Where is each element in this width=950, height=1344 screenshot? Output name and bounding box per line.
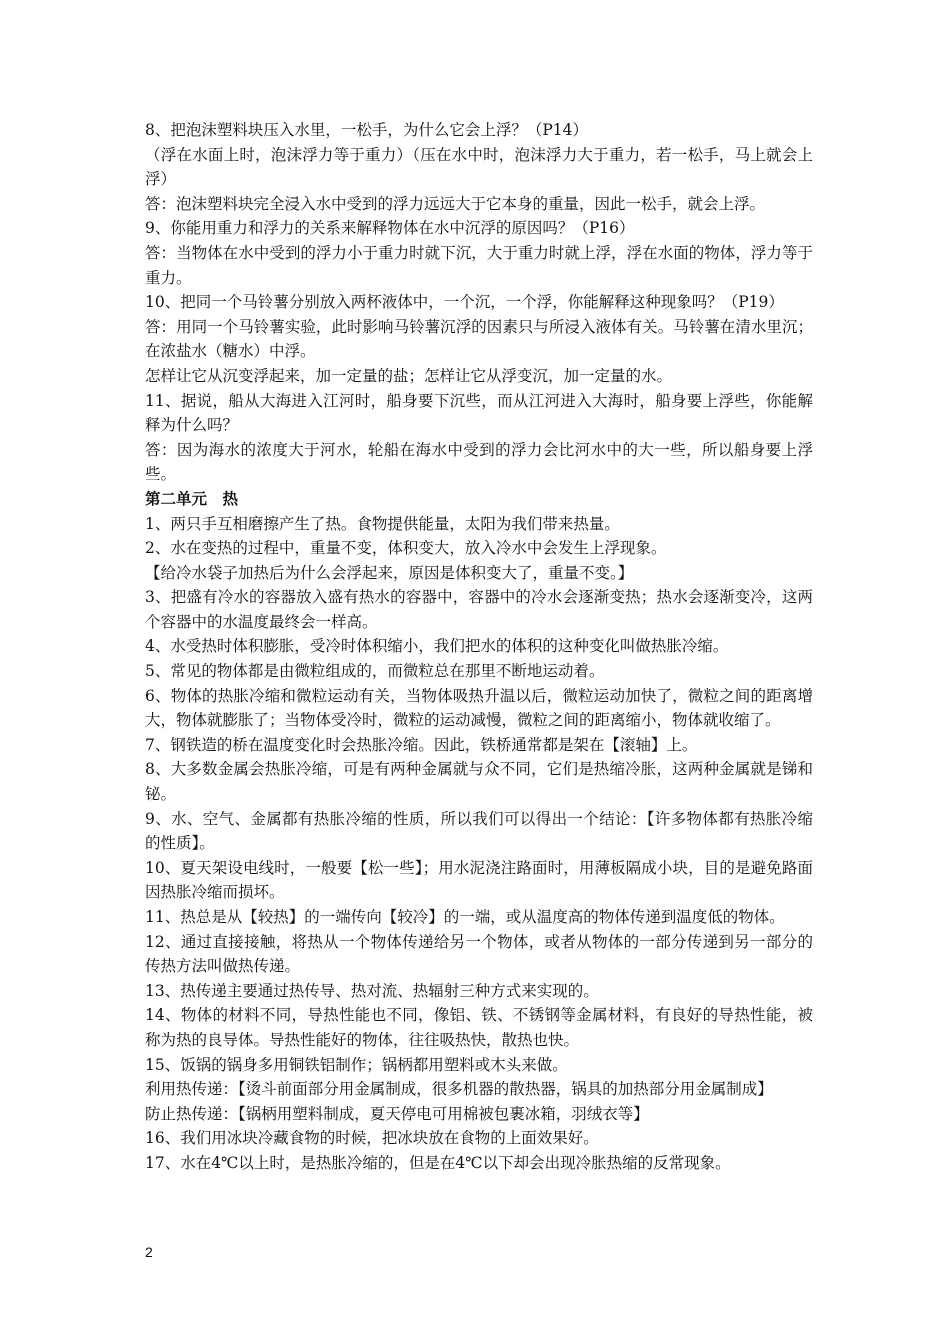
paragraph: 怎样让它从沉变浮起来，加一定量的盐；怎样让它从浮变沉，加一定量的水。 xyxy=(145,366,673,385)
paragraph: 8、把泡沫塑料块压入水里，一松手，为什么它会上浮？（P14） xyxy=(145,121,589,139)
paragraph: 12、通过直接接触，将热从一个物体传递给另一个物体，或者从物体的一部分传递到另一部分的传热方法叫做热传递。 xyxy=(145,932,813,976)
paragraph: 答：因为海水的浓度大于河水，轮船在海水中受到的浮力会比河水中的大一些，所以船身要上浮些。 xyxy=(145,440,813,484)
paragraph: 6、物体的热胀冷缩和微粒运动有关，当物体吸热升温以后，微粒运动加快了，微粒之间的距离增大，物体就膨胀了；当物体受冷时，微粒的运动减慢，微粒之间的距离缩小，物体就收缩了。 xyxy=(145,686,813,730)
paragraph: 答：用同一个马铃薯实验，此时影响马铃薯沉浮的因素只与所浸入液体有关。马铃薯在清水里沉；在浓盐水（糖水）中浮。 xyxy=(145,317,813,361)
paragraph: 13、热传递主要通过热传导、热对流、热辐射三种方式来实现的。 xyxy=(145,981,599,1000)
paragraph: 8、大多数金属会热胀冷缩，可是有两种金属就与众不同，它们是热缩冷胀，这两种金属就是锑和铋。 xyxy=(145,760,813,804)
paragraph: （浮在水面上时，泡沫浮力等于重力）（压在水中时，泡沫浮力大于重力，若一松手，马上就会上浮） xyxy=(145,145,813,189)
paragraph: 10、把同一个马铃薯分别放入两杯液体中，一个沉，一个浮，你能解释这种现象吗？（P19） xyxy=(145,293,784,312)
page-number: 2 xyxy=(145,1244,153,1260)
paragraph: 利用热传递：【烫斗前面部分用金属制成，很多机器的散热器，锅具的加热部分用金属制成】 xyxy=(145,1080,773,1099)
paragraph: 11、热总是从【较热】的一端传向【较冷】的一端，或从温度高的物体传递到温度低的物体。 xyxy=(145,908,785,926)
paragraph: 防止热传递：【锅柄用塑料制成，夏天停电可用棉被包裹冰箱，羽绒衣等】 xyxy=(145,1104,649,1123)
paragraph: 9、你能用重力和浮力的关系来解释物体在水中沉浮的原因吗？（P16） xyxy=(145,219,635,238)
section-heading: 第二单元 热 xyxy=(145,489,239,508)
paragraph: 11、据说，船从大海进入江河时，船身要下沉些，而从江河进入大海时，船身要上浮些，你能解释为什么吗？ xyxy=(145,391,813,435)
paragraph: 10、夏天架设电线时，一般要【松一些】；用水泥浇注路面时，用薄板隔成小块，目的是避免路面因热胀冷缩而损坏。 xyxy=(145,858,813,902)
paragraph: 【给冷水袋子加热后为什么会浮起来，原因是体积变大了，重量不变。】 xyxy=(145,563,634,582)
paragraph: 7、钢铁造的桥在温度变化时会热胀冷缩。因此，铁桥通常都是架在【滚轴】上。 xyxy=(145,735,698,754)
paragraph: 5、常见的物体都是由微粒组成的，而微粒总在那里不断地运动着。 xyxy=(145,662,605,681)
paragraph: 17、水在4℃以上时，是热胀冷缩的，但是在4℃以下却会出现冷胀热缩的反常现象。 xyxy=(145,1153,731,1172)
paragraph: 9、水、空气、金属都有热胀冷缩的性质，所以我们可以得出一个结论：【许多物体都有热胀冷缩的性质】。 xyxy=(145,809,813,853)
paragraph: 15、饭锅的锅身多用铜铁铝制作；锅柄都用塑料或木头来做。 xyxy=(145,1055,568,1074)
paragraph: 14、物体的材料不同，导热性能也不同，像铝、铁、不锈钢等金属材料，有良好的导热性能，被称为热的良导体。导热性能好的物体，往往吸热快，散热也快。 xyxy=(145,1006,813,1049)
paragraph: 16、我们用冰块冷藏食物的时候，把冰块放在食物的上面效果好。 xyxy=(145,1129,599,1148)
paragraph: 4、水受热时体积膨胀，受冷时体积缩小，我们把水的体积的这种变化叫做热胀冷缩。 xyxy=(145,637,729,656)
paragraph: 答：泡沫塑料块完全浸入水中受到的浮力远远大于它本身的重量，因此一松手，就会上浮。 xyxy=(145,194,766,213)
paragraph: 答：当物体在水中受到的浮力小于重力时就下沉，大于重力时就上浮，浮在水面的物体，浮力等于重力。 xyxy=(145,243,813,287)
paragraph: 3、把盛有冷水的容器放入盛有热水的容器中，容器中的冷水会逐渐变热；热水会逐渐变冷，这两个容器中的水温度最终会一样高。 xyxy=(145,588,813,631)
paragraph: 1、两只手互相磨擦产生了热。食物提供能量，太阳为我们带来热量。 xyxy=(145,514,620,533)
paragraph: 2、水在变热的过程中，重量不变，体积变大，放入冷水中会发生上浮现象。 xyxy=(145,539,667,558)
document-body xyxy=(145,118,813,1176)
